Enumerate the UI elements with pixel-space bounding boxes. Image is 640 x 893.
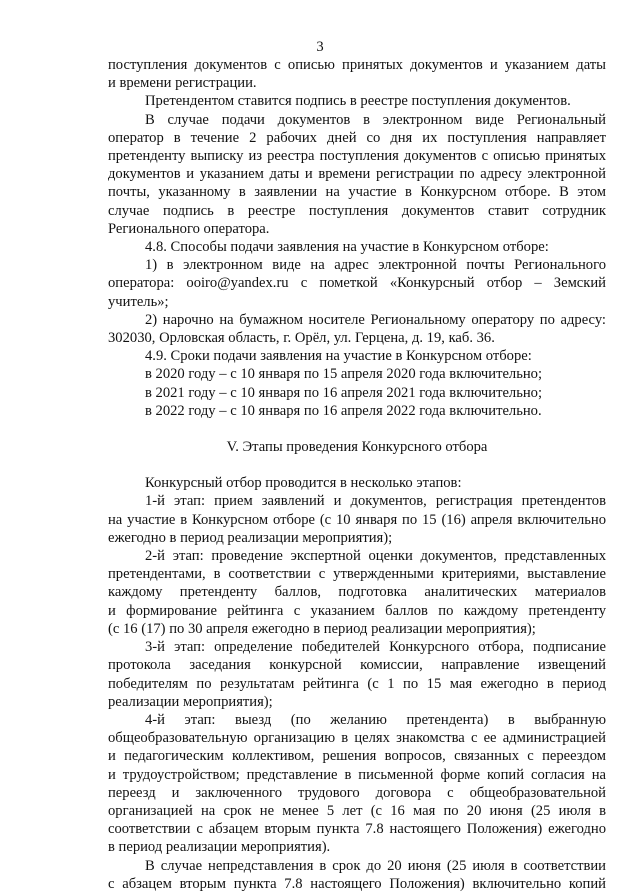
text-line: 302030, Орловская область, г. Орёл, ул. Герцена, д. 19, каб. 36. xyxy=(108,330,495,347)
section-heading: V. Этапы проведения Конкурсного отбора xyxy=(226,439,488,456)
text-line: оператор в течение 2 рабочих дней со дня их поступления направляет xyxy=(108,129,606,146)
section-4-9: 4.9. Сроки подачи заявления на участие в Конкурсном отборе: xyxy=(145,348,532,365)
text-line: 1) в электронном виде на адрес электронной почты Регионального xyxy=(145,257,606,274)
text-line: претенденту выписку из реестра поступления документов с описью принятых xyxy=(108,148,606,165)
text-line: и педагогическим коллективом, решения вопросов, связанных с переездом xyxy=(108,748,606,765)
text-line: соответствии с абзацем вторым пункта 7.8 настоящего Положения) ежегодно xyxy=(108,821,606,838)
text-line: организацией на срок не менее 5 лет (с 16 мая по 20 июня (25 июля в xyxy=(108,802,606,819)
document-body xyxy=(108,56,606,893)
text-line: ежегодно в период реализации мероприятия); xyxy=(108,529,393,546)
text-line: претендентами, в соответствии с утвержденными критериями, выставление xyxy=(108,566,606,583)
text-line: протокола заседания конкурсной комиссии, направление извещений xyxy=(108,657,606,674)
text-line: в 2021 году – с 10 января по 16 апреля 2021 года включительно; xyxy=(145,384,543,401)
text-line: Регионального оператора. xyxy=(108,220,270,237)
text-line: и времени регистрации. xyxy=(108,75,257,92)
text-line: поступления документов с описью принятых документов и указанием даты xyxy=(108,57,606,73)
text-line: 2) нарочно на бумажном носителе Региональному оператору по адресу: xyxy=(145,311,606,328)
text-line: переезд и заключенного трудового договора с общеобразовательной xyxy=(108,784,606,801)
text-line: 2-й этап: проведение экспертной оценки документов, представленных xyxy=(145,548,606,565)
text-line: в период реализации мероприятия). xyxy=(108,839,331,856)
text-line: в 2022 году – с 10 января по 16 апреля 2022 года включительно. xyxy=(145,402,542,419)
text-line: в 2020 году – с 10 января по 15 апреля 2020 года включительно; xyxy=(145,366,543,383)
section-4-8: 4.8. Способы подачи заявления на участие в Конкурсном отборе: xyxy=(145,239,549,256)
text-line: каждому претенденту баллов, подготовка аналитических материалов xyxy=(108,584,606,601)
text-line: (с 16 (17) по 30 апреля ежегодно в период реализации мероприятия); xyxy=(108,620,536,637)
text-line: 3-й этап: определение победителей Конкурсного отбора, подписание xyxy=(145,639,606,656)
text-line: Претендентом ставится подпись в реестре поступления документов. xyxy=(145,93,571,110)
text-line: Конкурсный отбор проводится в несколько этапов: xyxy=(145,475,462,492)
text-line: и трудоустройством; представление в письменной форме копий согласия на xyxy=(108,766,606,783)
text-line: и формирование рейтинга с указанием баллов по каждому претенденту xyxy=(108,602,606,619)
text-line: случае подпись в реестре поступления документов ставит сотрудник xyxy=(108,202,606,219)
text-line: документов и указанием даты и времени регистрации по адресу электронной xyxy=(108,166,606,183)
text-line: учитель»; xyxy=(108,293,169,310)
text-line: реализации мероприятия); xyxy=(108,693,273,710)
text-line: на участие в Конкурсном отборе (с 10 января по 15 (16) апреля включительно xyxy=(108,511,606,528)
text-line: с абзацем вторым пункта 7.8 настоящего Положения) включительно копий xyxy=(108,875,606,892)
text-line: общеобразовательную организацию в целях знакомства с ее администрацией xyxy=(108,730,606,747)
page-number: 3 xyxy=(316,39,324,55)
text-line: почты, указанному в заявлении на участие в Конкурсном отборе. В этом xyxy=(108,184,606,201)
text-line: оператора: ooiro@yandex.ru с пометкой «Конкурсный отбор – Земский xyxy=(108,275,606,292)
text-line: победителям по результатам рейтинга (с 1 по 15 мая ежегодно в период xyxy=(108,675,606,692)
text-line: В случае подачи документов в электронном виде Региональный xyxy=(145,111,606,128)
text-line: В случае непредставления в срок до 20 июня (25 июля в соответствии xyxy=(145,857,606,874)
text-line: 4-й этап: выезд (по желанию претендента) в выбранную xyxy=(145,711,606,728)
text-line: 1-й этап: прием заявлений и документов, регистрация претендентов xyxy=(145,493,606,510)
